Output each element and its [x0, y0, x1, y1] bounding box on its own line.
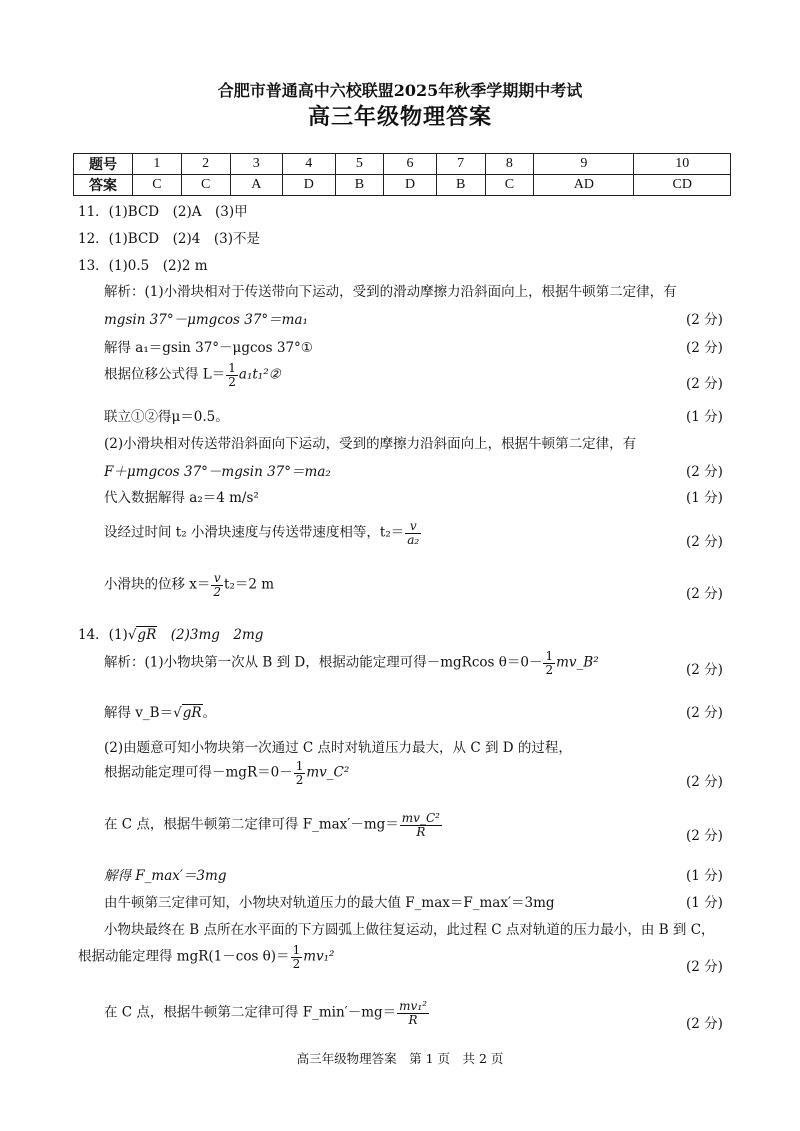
answer-cell: C	[181, 175, 230, 196]
q13-displacement-result	[104, 572, 274, 598]
q14-energy-equation	[104, 650, 599, 676]
denominator: 2	[228, 374, 236, 389]
q14-energy-equation	[78, 944, 334, 970]
equation-text: mv₁²	[303, 948, 335, 965]
score-label: (2 分)	[686, 662, 723, 678]
question-number-cell: 5	[335, 154, 384, 175]
numerator: v	[211, 572, 223, 586]
numerator: v	[405, 520, 421, 534]
q14-newton-equation	[104, 1000, 430, 1026]
q13-line: 解得 a₁＝gsin 37°－μgcos 37°①	[104, 340, 313, 356]
denominator: R	[416, 824, 426, 839]
score-label: (2 分)	[686, 376, 723, 392]
equation-text: (2)3mg 2mg	[157, 627, 264, 643]
score-label: (1 分)	[686, 490, 723, 506]
score-label: (2 分)	[686, 534, 723, 550]
answer-cell: C	[485, 175, 534, 196]
q13-displacement-equation	[104, 362, 281, 388]
q14-newton-equation	[104, 812, 443, 838]
score-label: (2 分)	[686, 774, 723, 790]
fraction	[294, 760, 306, 786]
question-number-cell: 4	[283, 154, 335, 175]
q13-line: (2)小滑块相对传送带沿斜面向下运动，受到的摩擦力沿斜面向上，根据牛顿第二定律，有	[104, 436, 637, 452]
numerator: 1	[228, 361, 236, 375]
fraction	[211, 572, 223, 598]
question-number-cell: 8	[485, 154, 534, 175]
denominator: 2	[295, 772, 304, 787]
equation-text: mv_B²	[556, 654, 599, 671]
page-title: 高三年级物理答案	[307, 104, 492, 130]
fraction	[400, 812, 442, 838]
fraction	[543, 650, 555, 676]
table-row	[74, 175, 731, 196]
question-number-cell: 2	[181, 154, 230, 175]
score-label: (1 分)	[686, 868, 723, 884]
equation-text: 在 C 点，根据牛顿第二定律可得 F_min′－mg＝	[104, 1004, 397, 1021]
answer-cell: D	[384, 175, 436, 196]
q13-equation: F＋μmgcos 37°－mgsin 37°＝ma₂	[104, 464, 331, 480]
score-label: (2 分)	[686, 959, 723, 975]
score-label: (2 分)	[686, 340, 723, 356]
sqrt-radicand: gR	[182, 705, 202, 721]
score-label: (2 分)	[686, 464, 723, 480]
q14-energy-equation	[104, 760, 349, 786]
answer-cell: AD	[534, 175, 634, 196]
q13-time-equation	[104, 520, 422, 546]
numerator: 1	[292, 943, 301, 957]
score-label: (2 分)	[686, 312, 723, 328]
score-label: (2 分)	[686, 586, 723, 602]
equation-text: a₁t₁²②	[238, 366, 281, 383]
q13-line: 解析：(1)小滑块相对于传送带向下运动，受到的滑动摩擦力沿斜面向上，根据牛顿第二定律，有	[104, 284, 677, 300]
denominator: a₂	[407, 532, 420, 547]
denominator: R	[408, 1012, 418, 1027]
equation-text: 解析：(1)小物块第一次从 B 到 D，根据动能定理可得－mgRcos θ＝0－	[104, 654, 543, 671]
sqrt-radicand: gR	[137, 627, 157, 643]
numerator: mv₁²	[399, 999, 427, 1013]
answer-cell: A	[230, 175, 282, 196]
fraction	[226, 362, 238, 388]
score-label: (1 分)	[686, 409, 723, 425]
answer-cell: D	[283, 175, 335, 196]
score-label: (2 分)	[686, 1016, 723, 1032]
equation-text: t₂＝2 m	[224, 576, 275, 593]
q14-line: 由牛顿第三定律可知，小物块对轨道压力的最大值 F_max＝F_max′＝3mg	[104, 895, 555, 911]
score-label: (2 分)	[686, 705, 723, 721]
equation-text: 小滑块的位移 x＝	[104, 576, 211, 593]
table-header-cell: 题号	[74, 154, 133, 175]
table-row	[74, 154, 731, 175]
exam-title: 合肥市普通高中六校联盟2025年秋季学期期中考试	[217, 81, 583, 100]
numerator: 1	[545, 649, 554, 663]
q11-answer: 11．(1)BCD (2)A (3)甲	[78, 204, 248, 220]
q14-answer: 14．(1)√gR (2)3mg 2mg	[78, 627, 264, 643]
numerator: 1	[295, 759, 304, 773]
numerator: mv_C²	[401, 811, 440, 825]
equation-text: 根据位移公式得 L＝	[104, 366, 226, 383]
question-number-cell: 7	[436, 154, 485, 175]
q14-result: 解得 F_max′＝3mg	[104, 868, 227, 884]
question-number-cell: 9	[534, 154, 634, 175]
denominator: 2	[545, 662, 554, 677]
table-header-cell: 答案	[74, 175, 133, 196]
score-label: (1 分)	[686, 895, 723, 911]
answer-cell: B	[335, 175, 384, 196]
q13-line: 代入数据解得 a₂＝4 m/s²	[104, 490, 259, 506]
denominator: 2	[292, 956, 301, 971]
q14-line: (2)由题意可知小物块第一次通过 C 点时对轨道压力最大，从 C 到 D 的过程，	[104, 740, 572, 756]
q13-answer: 13．(1)0.5 (2)2 m	[78, 258, 208, 274]
answer-cell: B	[436, 175, 485, 196]
denominator: 2	[213, 584, 222, 599]
equation-text: 根据动能定理得 mgR(1－cos θ)＝	[78, 948, 290, 965]
answer-table	[73, 153, 731, 196]
q14-result: 解得 v_B＝√gR。	[104, 705, 217, 721]
fraction	[397, 1000, 429, 1026]
question-number-cell: 6	[384, 154, 436, 175]
q13-line: 联立①②得μ＝0.5。	[104, 409, 229, 425]
question-number-cell: 3	[230, 154, 282, 175]
page-footer: 高三年级物理答案 第 1 页 共 2 页	[296, 1051, 504, 1066]
question-number-cell: 1	[133, 154, 182, 175]
q13-equation: mgsin 37°－μmgcos 37°＝ma₁	[104, 312, 308, 328]
fraction	[291, 944, 303, 970]
q14-line: 小物块最终在 B 点所在水平面的下方圆弧上做往复运动，此过程 C 点对轨道的压力最小，由 B 到 C，	[104, 922, 715, 938]
equation-text: 在 C 点，根据牛顿第二定律可得 F_max′－mg＝	[104, 816, 399, 833]
equation-text: mv_C²	[306, 764, 350, 781]
equation-text: 解得 v_B＝	[104, 705, 174, 721]
answer-cell: CD	[634, 175, 731, 196]
fraction	[405, 520, 421, 546]
answer-cell: C	[133, 175, 182, 196]
equation-text: 14．(1)	[78, 627, 128, 643]
equation-text: 设经过时间 t₂ 小滑块速度与传送带速度相等，t₂＝	[104, 524, 405, 541]
q12-answer: 12．(1)BCD (2)4 (3)不是	[78, 231, 260, 247]
question-number-cell: 10	[634, 154, 731, 175]
equation-text: 根据动能定理可得－mgR＝0－	[104, 764, 293, 781]
equation-text: 。	[202, 705, 217, 721]
score-label: (2 分)	[686, 828, 723, 844]
